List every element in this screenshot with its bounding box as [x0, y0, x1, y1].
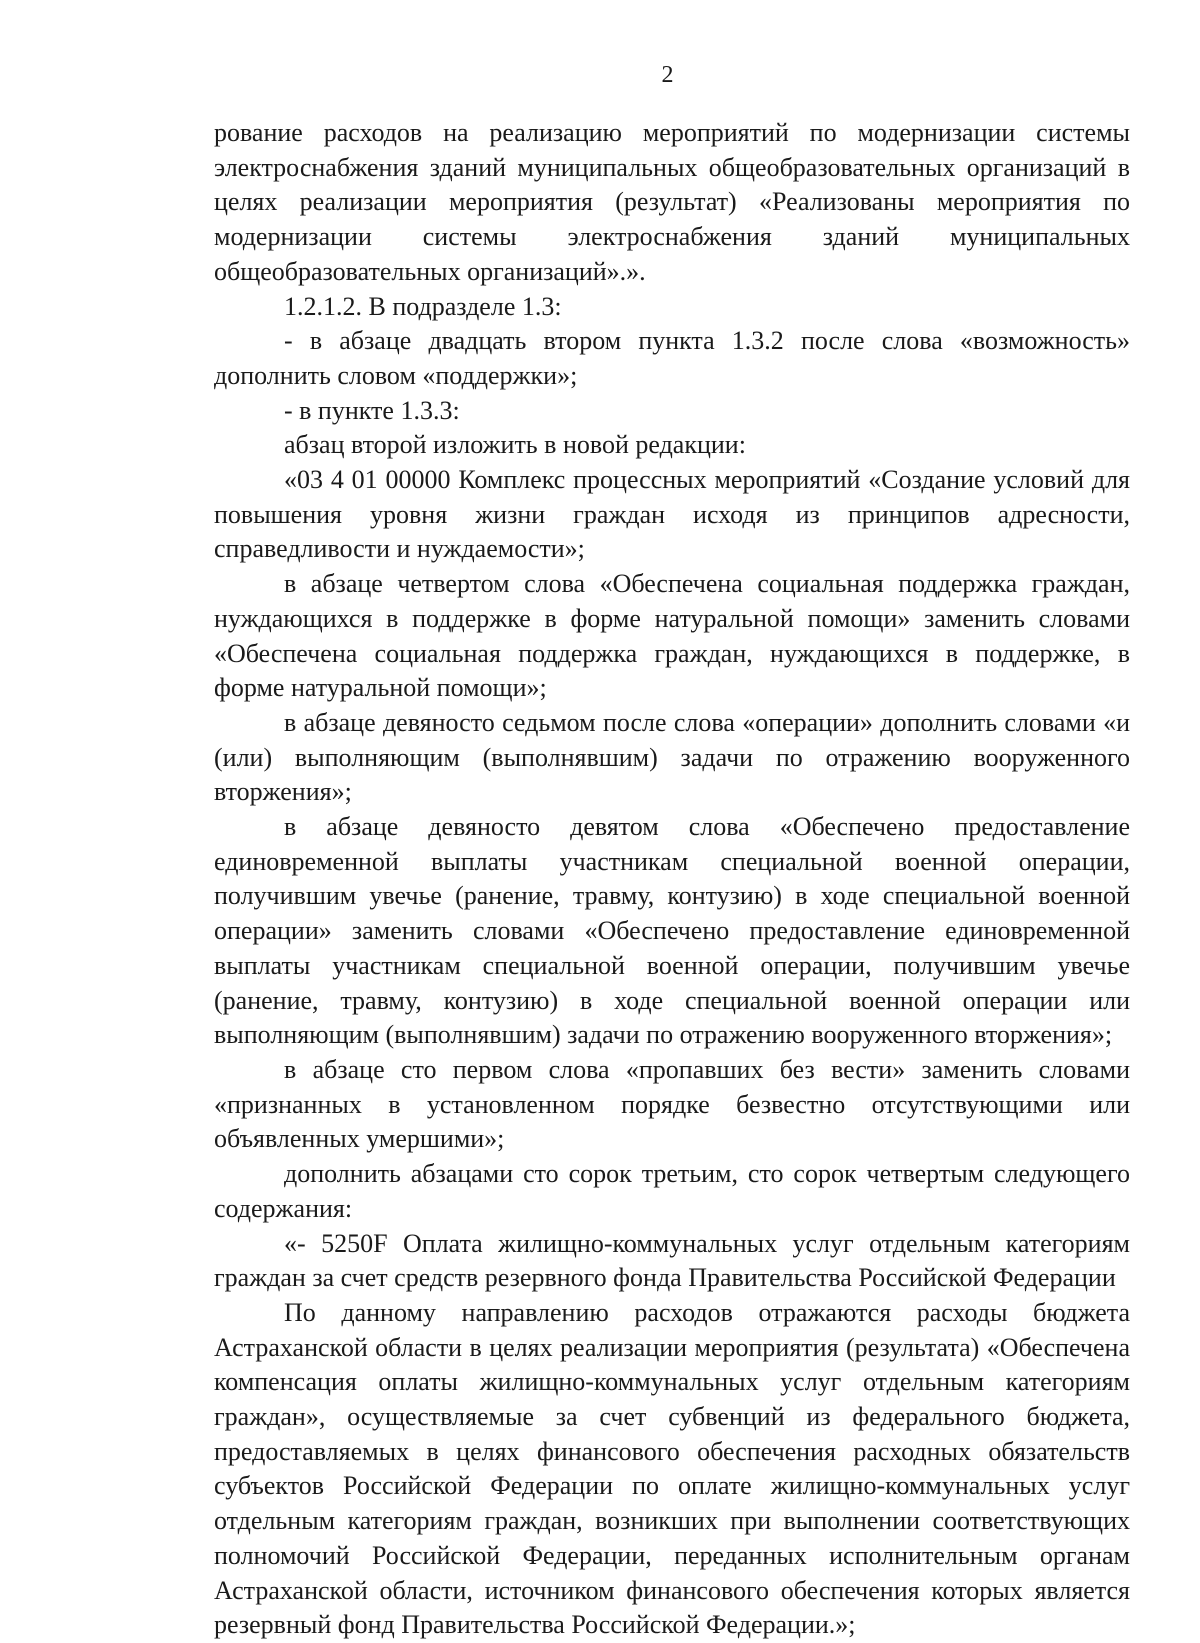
paragraph-item: в абзаце девяносто седьмом после слова «операции» дополнить словами «и (или) выполняющим (выполнявшим) задачи по отражению вооруженного вторжения»; [214, 707, 1130, 807]
paragraph-item: «- 5250F Оплата жилищно-коммунальных услуг отдельным категориям граждан за счет средств резервного фонда Правительства Российской Федерации [214, 1228, 1130, 1293]
paragraph-subsection-heading: 1.2.1.2. В подразделе 1.3: [284, 291, 562, 321]
paragraph-item: в абзаце четвертом слова «Обеспечена социальная поддержка граждан, нуждающихся в поддержке в форме натуральной помощи» заменить словами «Обеспечена социальная поддержка граждан, нуждающихся в поддержке, в форме натуральной помощи»; [214, 569, 1130, 703]
paragraph-continuation: рование расходов на реализацию мероприятий по модернизации системы электроснабжения зданий муниципальных общеобразовательных организаций в целях реализации мероприятия (результат) «Реализованы мероприятия по модернизации системы электроснабжения зданий муниципальных общеобразовательных организаций».». [214, 118, 1130, 286]
document-body [214, 116, 1130, 1643]
paragraph-item: в абзаце сто первом слова «пропавших без вести» заменить словами «признанных в установленном порядке безвестно отсутствующими или объявленных умершими»; [214, 1054, 1130, 1154]
paragraph-item: По данному направлению расходов отражаются расходы бюджета Астраханской области в целях реализации мероприятия (результата) «Обеспечена компенсация оплаты жилищно-коммунальных услуг отдельным категориям граждан», осуществляемые за счет субвенций из федерального бюджета, предоставляемых в целях финансового обеспечения расходных обязательств субъектов Российской Федерации по оплате жилищно-коммунальных услуг отдельным категориям граждан, возникших при выполнении соответствующих полномочий Российской Федерации, переданных исполнительным органам Астраханской области, источником финансового обеспечения которых является резервный фонд Правительства Российской Федерации.»; [214, 1297, 1130, 1640]
paragraph-item: - в абзаце двадцать втором пункта 1.3.2 после слова «возможность» дополнить словом «поддержки»; [214, 326, 1130, 390]
paragraph-item: абзац второй изложить в новой редакции: [284, 430, 746, 460]
paragraph-item: дополнить абзацами сто сорок третьим, сто сорок четвертым следующего содержания: [214, 1159, 1130, 1223]
page-number: 2 [661, 62, 674, 88]
paragraph-item: в абзаце девяносто девятом слова «Обеспечено предоставление единовременной выплаты участникам специальной военной операции, получившим увечье (ранение, травму, контузию) в ходе специальной военной операции» заменить словами «Обеспечено предоставление единовременной выплаты участникам специальной военной операции, получившим увечье (ранение, травму, контузию) в ходе специальной военной операции или выполняющим (выполнявшим) задачи по отражению вооруженного вторжения»; [214, 812, 1130, 1050]
paragraph-item: - в пункте 1.3.3: [284, 395, 460, 425]
paragraph-item: «03 4 01 00000 Комплекс процессных мероприятий «Создание условий для повышения уровня жизни граждан исходя из принципов адресности, справедливости и нуждаемости»; [214, 465, 1130, 564]
